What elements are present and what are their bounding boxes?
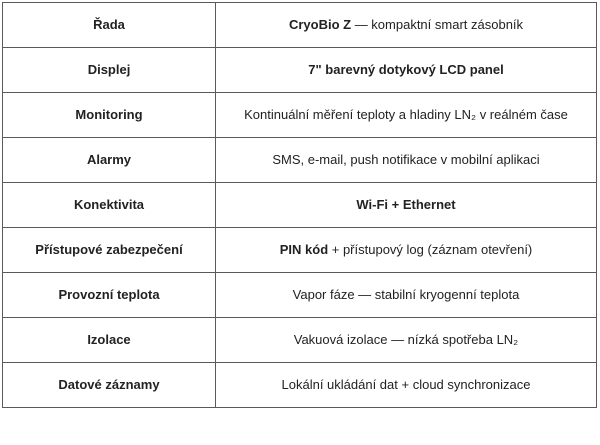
table-row: [3, 228, 597, 273]
table-row: [3, 183, 597, 228]
table-row: [3, 93, 597, 138]
row-label-rada: Řada: [3, 3, 216, 48]
row-label-monitoring: Monitoring: [3, 93, 216, 138]
row-value-bold: 7" barevný dotykový LCD panel: [308, 62, 504, 77]
row-value-bold: PIN kód: [279, 242, 329, 257]
row-label-alarmy: Alarmy: [3, 138, 216, 183]
row-value-alarmy: [216, 138, 597, 183]
spec-table-body: [3, 3, 597, 408]
row-value-konektivita: [216, 183, 597, 228]
row-value-rada: [216, 3, 597, 48]
row-value-pristupove-zabezpeceni: [216, 228, 597, 273]
table-row: [3, 363, 597, 408]
spec-table: [2, 2, 597, 408]
row-value-datove-zaznamy: [216, 363, 597, 408]
row-label-izolace: Izolace: [3, 318, 216, 363]
row-value-text: Kontinuální měření teploty a hladiny LN₂ v reálném čase: [244, 107, 568, 122]
row-value-bold: CryoBio Z: [288, 17, 352, 32]
row-value-monitoring: [216, 93, 597, 138]
row-label-datove-zaznamy: Datové záznamy: [3, 363, 216, 408]
row-label-konektivita: Konektivita: [3, 183, 216, 228]
row-value-displej: [216, 48, 597, 93]
row-value-text: Lokální ukládání dat + cloud synchronizace: [281, 377, 531, 392]
row-label-provozni-teplota: Provozní teplota: [3, 273, 216, 318]
row-value-text: Vakuová izolace — nízká spotřeba LN₂: [293, 332, 519, 347]
row-value-text: + přístupový log (záznam otevření): [328, 242, 533, 257]
table-row: [3, 273, 597, 318]
table-row: [3, 318, 597, 363]
row-label-displej: Displej: [3, 48, 216, 93]
row-value-bold: Wi-Fi + Ethernet: [356, 197, 456, 212]
row-value-text: — kompaktní smart zásobník: [351, 17, 524, 32]
row-label-pristupove-zabezpeceni: Přístupové zabezpečení: [3, 228, 216, 273]
row-value-text: Vapor fáze — stabilní kryogenní teplota: [292, 287, 520, 302]
table-row: [3, 138, 597, 183]
row-value-izolace: [216, 318, 597, 363]
row-value-text: SMS, e-mail, push notifikace v mobilní aplikaci: [272, 152, 540, 167]
table-row: [3, 48, 597, 93]
table-row: [3, 3, 597, 48]
row-value-provozni-teplota: [216, 273, 597, 318]
